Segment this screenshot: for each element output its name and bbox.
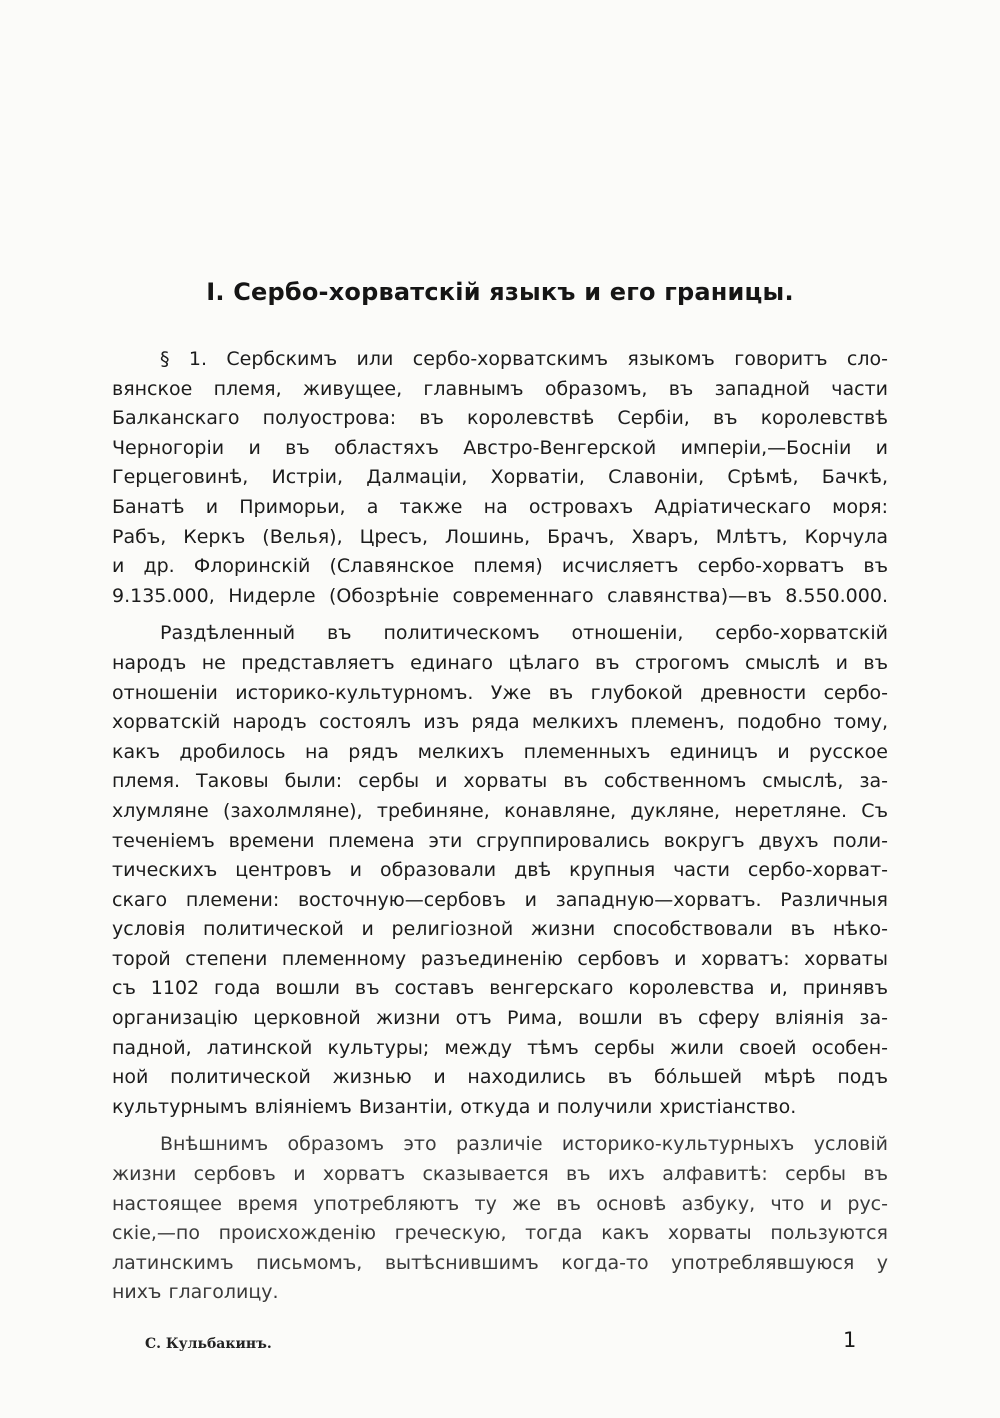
- text-line: латинскимъ письмомъ, вытѣснившимъ когда-то употреблявшуюся у: [112, 1251, 888, 1274]
- text-line: падной, латинской культуры; между тѣмъ сербы жили своей особен-: [112, 1036, 888, 1059]
- footer-author: С. Кульбакинъ.: [145, 1336, 272, 1352]
- text-line: Внѣшнимъ образомъ это различіе историко-культурныхъ условій: [160, 1133, 888, 1156]
- text-line: народъ не представляетъ единаго цѣлаго въ строгомъ смыслѣ и въ: [112, 651, 888, 674]
- text-line: жизни сербовъ и хорватъ сказывается въ ихъ алфавитѣ: сербы въ: [112, 1163, 888, 1186]
- text-line: скіе,—по происхожденію греческую, тогда какъ хорваты пользуются: [112, 1222, 888, 1245]
- body-text: [112, 345, 888, 1316]
- text-line: хлумляне (захолмляне), требиняне, конавляне, дукляне, неретляне. Съ: [112, 799, 888, 822]
- text-line: теченіемъ времени племена эти сгруппировались вокругъ двухъ поли-: [112, 829, 888, 852]
- text-line: племя. Таковы были: сербы и хорваты въ собственномъ смыслѣ, за-: [112, 770, 888, 793]
- paragraph-2: [112, 619, 888, 1122]
- paragraph-3: [112, 1130, 888, 1308]
- text-line: съ 1102 года вошли въ составъ венгерскаго королевства и, принявъ: [112, 977, 888, 1000]
- text-line: вянское племя, живущее, главнымъ образомъ, въ западной части: [112, 377, 888, 400]
- text-line: тическихъ центровъ и образовали двѣ крупныя части сербо-хорват-: [112, 859, 888, 882]
- text-line: Герцеговинѣ, Истріи, Далмаціи, Хорватіи, Славоніи, Срѣмѣ, Бачкѣ,: [112, 466, 888, 489]
- text-line: Рабъ, Керкъ (Велья), Цресъ, Лошинь, Брачъ, Хваръ, Млѣтъ, Корчула: [112, 525, 888, 548]
- text-line: § 1. Сербскимъ или сербо-хорватскимъ языкомъ говоритъ сло-: [160, 348, 888, 370]
- text-line: какъ дробилось на рядъ мелкихъ племенныхъ единицъ и русское: [112, 740, 888, 763]
- text-line: Банатѣ и Приморьи, а также на островахъ Адріатическаго моря:: [112, 495, 888, 518]
- text-line: скаго племени: восточную—сербовъ и западную—хорватъ. Различныя: [112, 888, 888, 911]
- text-line: ной политической жизнью и находились въ бо́льшей мѣрѣ подъ: [112, 1066, 888, 1089]
- text-line: нихъ глаголицу.: [112, 1281, 279, 1304]
- text-line: Балканскаго полуострова: въ королевствѣ Сербіи, въ королевствѣ: [112, 407, 888, 430]
- page-number: 1: [843, 1328, 857, 1352]
- text-line: культурнымъ вліяніемъ Византіи, откуда и получили христіанство.: [112, 1095, 797, 1118]
- text-line: Раздѣленный въ политическомъ отношеніи, сербо-хорватскій: [160, 622, 888, 645]
- text-line: и др. Флоринскій (Славянское племя) исчисляетъ сербо-хорватъ въ: [112, 555, 888, 578]
- text-line: хорватскій народъ состоялъ изъ ряда мелкихъ племенъ, подобно тому,: [112, 711, 888, 734]
- paragraph-1: [112, 345, 888, 611]
- text-line: 9.135.000, Нидерле (Обозрѣніе современнаго славянства)—въ 8.550.000.: [112, 584, 888, 607]
- chapter-title: I. Сербо-хорватскій языкъ и его границы.: [206, 278, 794, 306]
- text-line: отношеніи историко-культурномъ. Уже въ глубокой древности сербо-: [112, 681, 888, 704]
- text-line: настоящее время употребляютъ ту же въ основѣ азбуку, что и рус-: [112, 1192, 888, 1215]
- text-line: торой степени племенному разъединенію сербовъ и хорватъ: хорваты: [112, 947, 888, 970]
- text-line: условія политической и религіозной жизни способствовали въ нѣко-: [112, 918, 888, 941]
- text-line: Черногоріи и въ областяхъ Австро-Венгерской имперіи,—Босніи и: [112, 436, 888, 459]
- text-line: организацію церковной жизни отъ Рима, вошли въ сферу вліянія за-: [112, 1007, 888, 1030]
